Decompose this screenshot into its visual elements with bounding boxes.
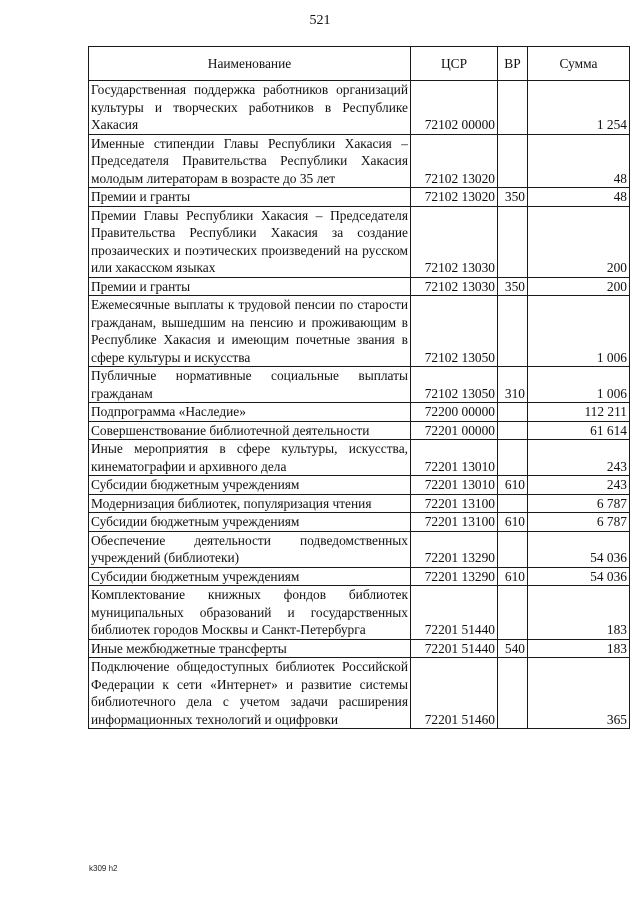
- row-vr: [498, 403, 528, 422]
- row-vr: [498, 586, 528, 640]
- row-csr: 72102 00000: [411, 81, 498, 135]
- table-row: [89, 494, 630, 513]
- table-row: [89, 567, 630, 586]
- row-sum: 183: [528, 586, 630, 640]
- row-csr: 72102 13020: [411, 188, 498, 207]
- row-csr: 72201 00000: [411, 421, 498, 440]
- row-csr: 72201 13100: [411, 494, 498, 513]
- table-row: [89, 296, 630, 367]
- row-vr: [498, 494, 528, 513]
- row-csr: 72201 13290: [411, 567, 498, 586]
- row-sum: 112 211: [528, 403, 630, 422]
- row-name: Подпрограмма «Наследие»: [89, 403, 411, 422]
- page-number: 521: [309, 13, 331, 28]
- row-vr: [498, 134, 528, 188]
- row-sum: 243: [528, 440, 630, 476]
- row-csr: 72102 13050: [411, 367, 498, 403]
- row-vr: 540: [498, 639, 528, 658]
- row-name: Подключение общедоступных библиотек Российской Федерации к сети «Интернет» и развитие системы библиотечного дела с учетом задачи расширения информационных технологий и оцифровки: [89, 658, 411, 729]
- table-row: [89, 639, 630, 658]
- row-sum: 48: [528, 188, 630, 207]
- row-sum: 183: [528, 639, 630, 658]
- row-name: Совершенствование библиотечной деятельности: [89, 421, 411, 440]
- row-name: Иные мероприятия в сфере культуры, искусства, кинематографии и архивного дела: [89, 440, 411, 476]
- row-name: Субсидии бюджетным учреждениям: [89, 513, 411, 532]
- row-sum: 365: [528, 658, 630, 729]
- row-csr: 72102 13030: [411, 277, 498, 296]
- row-sum: 200: [528, 206, 630, 277]
- row-name: Премии Главы Республики Хакасия – Председателя Правительства Республики Хакасия за создание прозаических и поэтических произведений на русском или хакасском языках: [89, 206, 411, 277]
- table-row: [89, 367, 630, 403]
- header-name: Наименование: [89, 47, 411, 81]
- table-row: [89, 513, 630, 532]
- row-vr: [498, 296, 528, 367]
- row-vr: 350: [498, 188, 528, 207]
- row-sum: 48: [528, 134, 630, 188]
- budget-table: [88, 46, 630, 729]
- row-csr: 72201 51460: [411, 658, 498, 729]
- row-name: Субсидии бюджетным учреждениям: [89, 476, 411, 495]
- row-name: Модернизация библиотек, популяризация чтения: [89, 494, 411, 513]
- header-csr: ЦСР: [411, 47, 498, 81]
- row-csr: 72200 00000: [411, 403, 498, 422]
- row-sum: 1 006: [528, 296, 630, 367]
- row-sum: 200: [528, 277, 630, 296]
- table-row: [89, 134, 630, 188]
- table-row: [89, 586, 630, 640]
- row-csr: 72201 51440: [411, 586, 498, 640]
- row-vr: 610: [498, 567, 528, 586]
- table-row: [89, 81, 630, 135]
- row-csr: 72201 13290: [411, 531, 498, 567]
- row-vr: [498, 658, 528, 729]
- row-name: Комплектование книжных фондов библиотек муниципальных образований и государственных библиотек городов Москвы и Санкт-Петербурга: [89, 586, 411, 640]
- row-vr: [498, 531, 528, 567]
- row-csr: 72201 13010: [411, 476, 498, 495]
- row-name: Иные межбюджетные трансферты: [89, 639, 411, 658]
- table-row: [89, 476, 630, 495]
- table-row: [89, 531, 630, 567]
- row-vr: 610: [498, 513, 528, 532]
- row-sum: 6 787: [528, 513, 630, 532]
- row-name: Государственная поддержка работников организаций культуры и творческих работников в Республике Хакасия: [89, 81, 411, 135]
- row-sum: 54 036: [528, 531, 630, 567]
- row-sum: 1 006: [528, 367, 630, 403]
- row-csr: 72201 13100: [411, 513, 498, 532]
- table-header-row: [89, 47, 630, 81]
- row-name: Обеспечение деятельности подведомственных учреждений (библиотеки): [89, 531, 411, 567]
- row-csr: 72102 13050: [411, 296, 498, 367]
- table-row: [89, 440, 630, 476]
- row-vr: 350: [498, 277, 528, 296]
- table-row: [89, 658, 630, 729]
- row-vr: [498, 421, 528, 440]
- table-row: [89, 403, 630, 422]
- row-vr: 310: [498, 367, 528, 403]
- row-name: Премии и гранты: [89, 277, 411, 296]
- row-sum: 61 614: [528, 421, 630, 440]
- row-vr: 610: [498, 476, 528, 495]
- row-sum: 1 254: [528, 81, 630, 135]
- row-sum: 243: [528, 476, 630, 495]
- row-name: Субсидии бюджетным учреждениям: [89, 567, 411, 586]
- row-vr: [498, 81, 528, 135]
- document-code: k309 h2: [89, 864, 118, 873]
- row-csr: 72201 13010: [411, 440, 498, 476]
- header-vr: ВР: [498, 47, 528, 81]
- header-sum: Сумма: [528, 47, 630, 81]
- row-sum: 54 036: [528, 567, 630, 586]
- row-csr: 72102 13020: [411, 134, 498, 188]
- row-name: Именные стипендии Главы Республики Хакасия – Председателя Правительства Республики Хакасия молодым литераторам в возрасте до 35 лет: [89, 134, 411, 188]
- row-name: Ежемесячные выплаты к трудовой пенсии по старости гражданам, вышедшим на пенсию и проживающим в Республике Хакасия и имеющим почетные звания в сфере культуры и искусства: [89, 296, 411, 367]
- row-vr: [498, 206, 528, 277]
- table-row: [89, 188, 630, 207]
- row-name: Премии и гранты: [89, 188, 411, 207]
- table-row: [89, 206, 630, 277]
- row-sum: 6 787: [528, 494, 630, 513]
- table-row: [89, 277, 630, 296]
- row-csr: 72102 13030: [411, 206, 498, 277]
- row-vr: [498, 440, 528, 476]
- table-row: [89, 421, 630, 440]
- row-csr: 72201 51440: [411, 639, 498, 658]
- row-name: Публичные нормативные социальные выплаты гражданам: [89, 367, 411, 403]
